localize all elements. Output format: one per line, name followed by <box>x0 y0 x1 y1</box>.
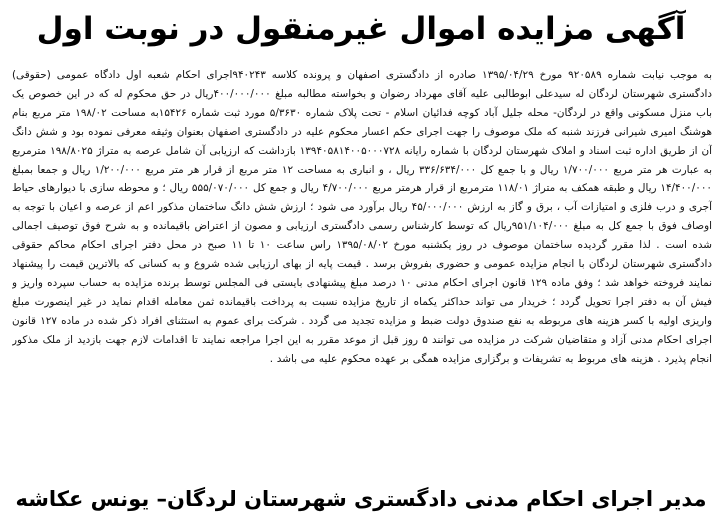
notice-paragraph: به موجب نیابت شماره ۹۲۰۵۸۹ مورخ ۱۳۹۵/۰۴/۲۹ صادره از دادگستری اصفهان و پرونده کلاسه ۹۴۰۲۴۳اجرای احکام شعبه اول دادگاه عمومی (حقوقی) دادگستری شهرستان لردگان له سیدعلی ابوطالبی علیه آقای مهرداد رضوان و بخواسته مطالبه مبلغ ۴۰۰/۰۰۰/۰۰۰ریال در حق محکوم له که در این خصوص یک باب منزل مسکونی واقع در لردگان- محله جلیل آباد کوچه فدائیان اسلام - تحت پلاک شماره ۵/۳۶۳۰ مورد ثبت شماره ۱۵۴۲۶به مساحت ۱۹۸/۰۲ متر مربع بنام هوشنگ امیری شیرانی فرزند شنبه که ملک موصوف را جهت اجرای حکم اعسار محکوم علیه در دادگستری اصفهان بعنوان وثیقه معرفی نموده بود و شش دانگ آن از طریق اداره ثبت اسناد و املاک شهرستان لردگان با شماره رایانه ۱۳۹۴۰۵۸۱۴۰۰۵۰۰۰۷۲۸ بازداشت که ارزیابی آن شامل عرصه به متراژ ۱۹۸/۸۰۲۵ مترمربع به عبارت هر متر مربع ۱/۷۰۰/۰۰۰ ریال و با جمع کل ۳۳۶/۶۳۴/۰۰۰ ریال ، و انباری به مساحت ۱۲ متر مربع از قرار هر متر مربع ۱/۲۰۰/۰۰۰ ریال و جمعا بمبلغ ۱۴/۴۰۰/۰۰۰ ریال و طبقه همکف به متراژ ۱۱۸/۰۱ مترمربع از قرار هرمتر مربع ۴/۷۰۰/۰۰۰ ریال و جمع کل ۵۵۵/۰۷۰/۰۰۰ ریال ؛ و محوطه سازی با دیوارهای حیاط آجری و درب فلزی و امتیازات آب ، برق و گاز به ارزش ۴۵/۰۰۰/۰۰۰ ریال برآورد می شود ؛ ارزش شش دانگ ساختمان مذکور اعم از عرصه و اعیان با توجه به اوصاف فوق با جمع کل به مبلغ ۹۵۱/۱۰۴/۰۰۰ریال که توسط کارشناس رسمی دادگستری ارزیابی و مصون از اعتراض باقیمانده و به شرح فوق توصیف اجمالی شده است . لذا مقرر گردیده ساختمان موصوف در روز یکشنبه مورخ ۱۳۹۵/۰۸/۰۲ راس ساعت ۱۰ تا ۱۱ صبح در محل دفتر اجرای احکام محاکم حقوقی دادگستری شهرستان لردگان با انجام مزایده عمومی و حضوری بفروش برسد . قیمت پایه از بهای ارزیابی شده شروع و به کسانی که بالاترین قیمت را پیشنهاد نمایند فروخته خواهد شد ؛ وفق ماده ۱۲۹ قانون اجرای احکام مدنی ۱۰ درصد مبلغ پیشنهادی بایستی فی المجلس توسط برنده مزایده به حساب سپرده واریز و فیش آن به دفتر اجرا تحویل گردد ؛ خریدار می تواند حداکثر یکماه از تاریخ مزایده نسبت به پرداخت باقیمانده ثمن معامله اقدام نماید در غیر اینصورت مبلغ واریزی اولیه با کسر هزینه های مربوطه به نفع صندوق دولت ضبط و مزایده تجدید می گردد . شرکت برای عموم به استثنای افراد ذکر شده در ماده ۱۲۷ قانون اجرای احکام مدنی آزاد و متقاضیان شرکت در مزایده می توانند ۵ روز قبل از موعد مقرر به این اجرا مراجعه نمایند تا اقدامات لازم جهت بازدید از ملک مذکور انجام پذیرد . هزینه های مربوط به تشریفات و برگزاری مزایده همگی بر عهده محکوم علیه می باشد . <box>12 69 712 365</box>
notice-body <box>12 66 712 466</box>
notice-signature: مدیر اجرای احکام مدنی دادگستری شهرستان لردگان– یونس عکاشه <box>15 487 707 511</box>
notice-title: آگهی مزایده اموال غیرمنقول در نوبت اول <box>36 11 686 47</box>
divider <box>40 473 682 474</box>
